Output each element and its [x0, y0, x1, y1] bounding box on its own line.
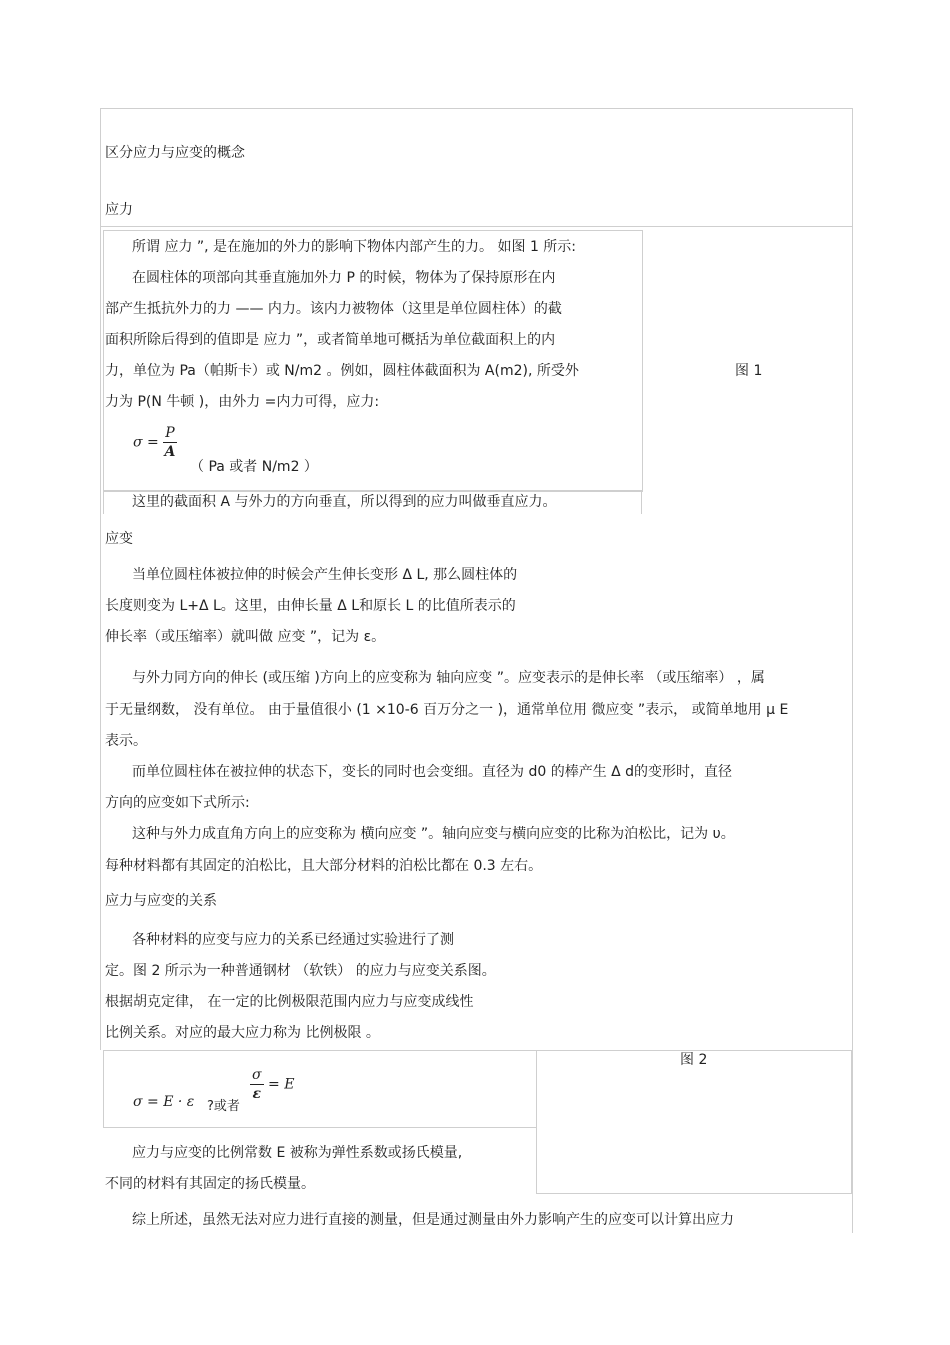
strain-line: 伸长率（或压缩率）就叫做 应变 ”，记为 ε。: [105, 629, 386, 645]
relation-line: 定。图 2 所示为一种普通钢材 （软铁） 的应力与应变关系图。: [105, 963, 496, 979]
stress-line: 部产生抵抗外力的力 —— 内力。该内力被物体（这里是单位圆柱体）的截: [105, 301, 562, 317]
relation-line: 各种材料的应变与应力的关系已经通过实验进行了测: [132, 932, 454, 948]
stress-formula: [133, 424, 177, 461]
left-border: [100, 108, 101, 1050]
formula-numerator: P: [165, 425, 175, 441]
heading-bottom-border: [100, 226, 853, 227]
strain-line: 长度则变为 L+Δ L。这里，由伸长量 Δ L和原长 L 的比值所表示的: [105, 598, 516, 614]
summary-line: 综上所述，虽然无法对应力进行直接的测量，但是通过测量由外力影响产生的应变可以计算出应力: [132, 1212, 734, 1228]
stress-cell-right: [641, 490, 642, 514]
hooke-rhs: = E: [268, 1076, 295, 1093]
stress-line: 力为 P(N 牛顿 )，由外力 =内力可得，应力:: [105, 394, 380, 410]
hooke-numerator: σ: [252, 1067, 262, 1083]
stress-cell-left: [103, 490, 104, 514]
formula-sigma: σ: [133, 434, 143, 451]
hooke-formula: σ = E · ε: [133, 1094, 195, 1110]
strain-line: 与外力同方向的伸长 (或压缩 )方向上的应变称为 轴向应变 ”。应变表示的是伸长率 （或压缩率） ，属: [132, 670, 765, 686]
hooke-denominator: ε: [252, 1086, 262, 1102]
strain-line: 每种材料都有其固定的泊松比，且大部分材料的泊松比都在 0.3 左右。: [105, 858, 543, 874]
stress-title: 应力: [105, 202, 133, 218]
relation-title: 应力与应变的关系: [105, 893, 217, 909]
page-heading: 区分应力与应变的概念: [105, 145, 245, 161]
stress-line: 面积所除后得到的值即是 应力 ”，或者简单地可概括为单位截面积上的内: [105, 332, 556, 348]
strain-line: 而单位圆柱体在被拉伸的状态下，变长的同时也会变细。直径为 d0 的棒产生 Δ d的变形时，直径: [132, 764, 733, 780]
stress-line: 在圆柱体的项部向其垂直施加外力 P 的时候，物体为了保持原形在内: [132, 270, 556, 286]
stress-after-formula: 这里的截面积 A 与外力的方向垂直，所以得到的应力叫做垂直应力。: [132, 494, 557, 510]
figure2-cell: [536, 1050, 852, 1194]
strain-line: 于无量纲数， 没有单位。 由于量值很小 (1 ×10-6 百万分之一 )，通常单位用 微应变 ”表示， 或简单地用 μ E: [105, 702, 789, 718]
figure2-label: 图 2: [680, 1052, 708, 1068]
hooke-formula-alt: [250, 1066, 294, 1103]
stress-line: 力，单位为 Pa（帕斯卡）或 N/m2 。例如，圆柱体截面积为 A(m2), 所受外: [105, 363, 579, 379]
formula-fraction: [163, 424, 176, 461]
figure1-label: 图 1: [735, 363, 763, 379]
formula-cell: [103, 1050, 537, 1128]
formula-unit: （ Pa 或者 N/m2 ）: [190, 459, 318, 475]
right-border: [852, 108, 853, 1233]
relation-after-line: 不同的材料有其固定的扬氏模量。: [105, 1176, 315, 1192]
strain-line: 表示。: [105, 733, 147, 749]
strain-line: 当单位圆柱体被拉伸的时候会产生伸长变形 Δ L, 那么圆柱体的: [132, 567, 518, 583]
formula-denominator: A: [164, 444, 176, 460]
strain-line: 方向的应变如下式所示:: [105, 795, 250, 811]
top-border: [100, 108, 853, 109]
strain-line: 这种与外力成直角方向上的应变称为 横向应变 ”。轴向应变与横向应变的比称为泊松比，记为 υ。: [132, 826, 735, 842]
relation-line: 比例关系。对应的最大应力称为 比例极限 。: [105, 1025, 380, 1041]
stress-cell-divider: [103, 490, 641, 491]
relation-line: 根据胡克定律， 在一定的比例极限范围内应力与应变成线性: [105, 994, 474, 1010]
stress-line: 所谓 应力 ”, 是在施加的外力的影响下物体内部产生的力。 如图 1 所示:: [132, 239, 577, 255]
strain-title: 应变: [105, 531, 133, 547]
relation-after-line: 应力与应变的比例常数 E 被称为弹性系数或扬氏模量,: [132, 1145, 463, 1161]
hooke-fraction: [250, 1066, 264, 1103]
formula-equals: =: [147, 434, 159, 451]
hooke-formula-or: ?或者: [207, 1099, 240, 1114]
